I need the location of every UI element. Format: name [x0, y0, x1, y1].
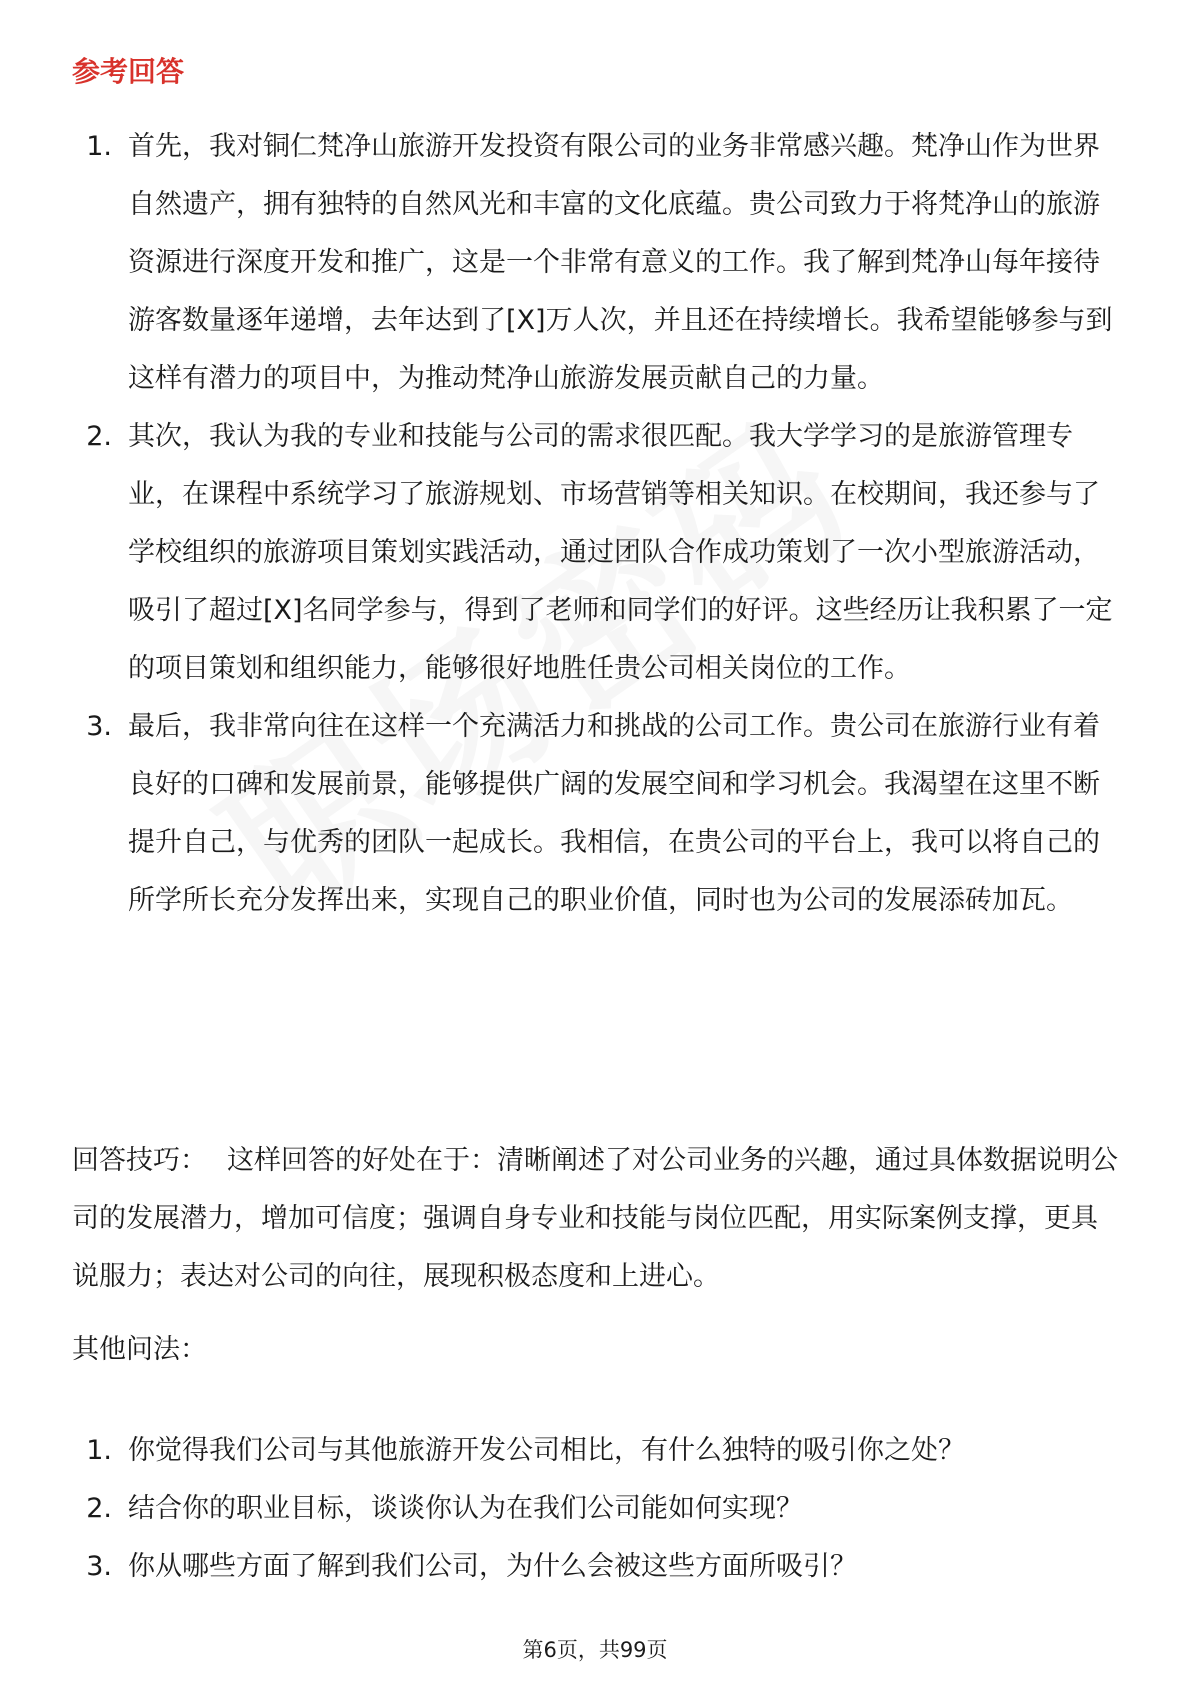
question-text: 你觉得我们公司与其他旅游开发公司相比，有什么独特的吸引你之处？: [128, 1435, 965, 1466]
tips-label: 回答技巧：: [72, 1145, 207, 1176]
answer-text: 最后，我非常向往在这样一个充满活力和挑战的公司工作。贵公司在旅游行业有着良好的口碑和发展前景，能够提供广阔的发展空间和学习机会。我渴望在这里不断提升自己，与优秀的团队一起成长。我相信，在贵公司的平台上，我可以将自己的所学所长充分发挥出来，实现自己的职业价值，同时也为公司的发展添砖加瓦。: [128, 711, 1100, 916]
answer-item-1: [72, 118, 1120, 408]
other-question-2: [72, 1480, 1120, 1538]
tips-text: 这样回答的好处在于：清晰阐述了对公司业务的兴趣，通过具体数据说明公司的发展潜力，增加可信度；强调自身专业和技能与岗位匹配，用实际案例支撑，更具说服力；表达对公司的向往，展现积极态度和上进心。: [72, 1145, 1118, 1292]
other-questions-list: [72, 1422, 1120, 1596]
section-title: 参考回答: [72, 55, 185, 88]
question-number: 2.: [86, 1493, 112, 1524]
question-text: 你从哪些方面了解到我们公司，为什么会被这些方面所吸引？: [128, 1551, 857, 1582]
question-text: 结合你的职业目标，谈谈你认为在我们公司能如何实现？: [128, 1493, 803, 1524]
answer-text: 其次，我认为我的专业和技能与公司的需求很匹配。我大学学习的是旅游管理专业，在课程中系统学习了旅游规划、市场营销等相关知识。在校期间，我还参与了学校组织的旅游项目策划实践活动，通过团队合作成功策划了一次小型旅游活动，吸引了超过[X]名同学参与，得到了老师和同学们的好评。这些经历让我积累了一定的项目策划和组织能力，能够很好地胜任贵公司相关岗位的工作。: [128, 421, 1113, 684]
other-question-1: [72, 1422, 1120, 1480]
answer-tips: [72, 1132, 1122, 1306]
question-number: 3.: [86, 1551, 112, 1582]
question-number: 1.: [86, 1435, 112, 1466]
answer-text: 首先，我对铜仁梵净山旅游开发投资有限公司的业务非常感兴趣。梵净山作为世界自然遗产，拥有独特的自然风光和丰富的文化底蕴。贵公司致力于将梵净山的旅游资源进行深度开发和推广，这是一个非常有意义的工作。我了解到梵净山每年接待游客数量逐年递增，去年达到了[X]万人次，并且还在持续增长。我希望能够参与到这样有潜力的项目中，为推动梵净山旅游发展贡献自己的力量。: [128, 131, 1113, 394]
answer-item-2: [72, 408, 1120, 698]
answer-number: 3.: [86, 711, 112, 742]
page-footer: 第6页，共99页: [522, 1638, 668, 1662]
answer-number: 2.: [86, 421, 112, 452]
other-questions-title: 其他问法：: [72, 1334, 207, 1365]
answer-number: 1.: [86, 131, 112, 162]
answer-item-3: [72, 698, 1120, 930]
answer-list: [72, 118, 1120, 930]
other-question-3: [72, 1538, 1120, 1596]
